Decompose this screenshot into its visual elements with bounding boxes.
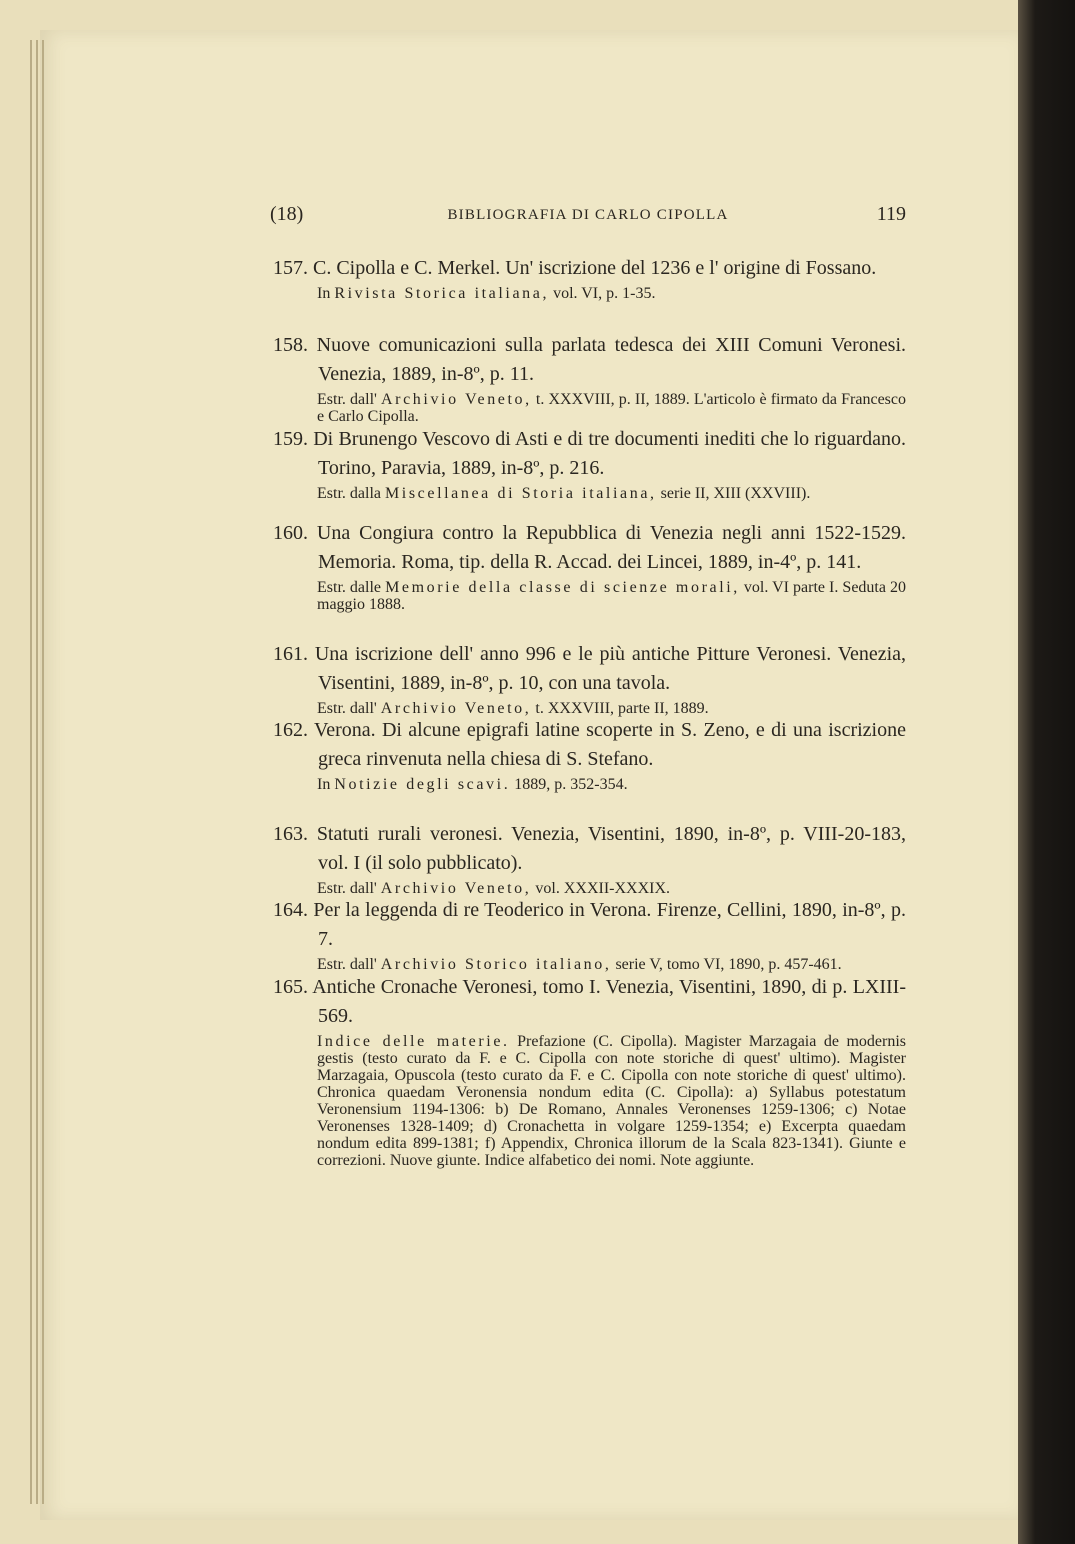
note-details: t. XXXVIII, p. II, 1889. L'articolo è firmato da Francesco e Carlo Cipolla. <box>317 391 906 425</box>
bibliography-entry <box>273 640 906 717</box>
entry-note <box>273 776 906 793</box>
bibliography-entry <box>273 425 906 502</box>
note-source: Archivio Veneto, <box>380 880 532 897</box>
bibliography-entry <box>273 519 906 613</box>
entry-title: Nuove comunicazioni sulla parlata tedesca dei XIII Comuni Veronesi. Venezia, 1889, in-8º, p. 11. <box>316 334 907 385</box>
scan-border <box>1018 0 1075 1544</box>
note-prefix: Estr. dall' <box>317 880 381 897</box>
entry-note <box>273 285 906 302</box>
entry-text <box>273 254 906 283</box>
entry-note <box>273 579 906 613</box>
page-edge <box>42 40 44 1504</box>
entry-number: 158. <box>273 334 308 356</box>
page-edge <box>36 40 38 1504</box>
note-details: vol. VI parte I. Seduta 20 maggio 1888. <box>317 579 907 613</box>
page-edge <box>30 40 32 1504</box>
note-prefix: Estr. dalle <box>317 579 386 596</box>
entry-text <box>273 973 906 1031</box>
entry-text <box>273 331 906 389</box>
entry-title: Una Congiura contro la Repubblica di Venezia negli anni 1522-1529. Memoria. Roma, tip. della R. Accad. dei Lincei, 1889, in-4º, p. 141. <box>316 522 906 573</box>
running-header <box>270 203 906 229</box>
entry-number: 157. <box>273 257 308 279</box>
entry-number: 163. <box>273 823 308 845</box>
note-source: Indice delle materie. <box>317 1033 510 1050</box>
note-source: Miscellanea di Storia italiana, <box>384 485 657 502</box>
note-prefix: Estr. dalla <box>317 485 385 502</box>
bibliography-entry <box>273 820 906 897</box>
page-number: 119 <box>876 203 906 225</box>
note-source: Archivio Veneto, <box>381 391 532 408</box>
note-details: vol. XXXII-XXXIX. <box>531 880 671 897</box>
note-details: 1889, p. 352-354. <box>510 776 628 793</box>
entry-note <box>273 1033 906 1169</box>
entry-number: 165. <box>273 976 308 998</box>
entry-note <box>273 391 906 425</box>
note-details: vol. VI, p. 1-35. <box>549 285 656 302</box>
note-source: Memorie della classe di scienze morali, <box>385 579 740 596</box>
entry-title: Statuti rurali veronesi. Venezia, Visentini, 1890, in-8º, p. VIII-20-183, vol. I (il solo pubblicato). <box>316 823 907 874</box>
bibliography-entry <box>273 973 906 1169</box>
entry-note <box>273 956 906 973</box>
entry-number: 162. <box>273 719 308 741</box>
entry-title: C. Cipolla e C. Merkel. Un' iscrizione del 1236 e l' origine di Fossano. <box>313 257 877 279</box>
note-source: Rivista Storica italiana, <box>334 285 550 302</box>
entry-text <box>273 519 906 577</box>
note-prefix: Estr. dall' <box>317 700 381 717</box>
note-prefix: In <box>317 285 335 302</box>
note-source: Archivio Veneto, <box>380 700 532 717</box>
entry-number: 161. <box>273 643 308 665</box>
entry-text <box>273 820 906 878</box>
entry-title: Di Brunengo Vescovo di Asti e di tre documenti inediti che lo riguardano. Torino, Paravia, 1889, in-8º, p. 216. <box>313 428 906 479</box>
note-prefix: In <box>317 776 335 793</box>
note-details: serie V, tomo VI, 1890, p. 457-461. <box>611 956 842 973</box>
entry-title: Una iscrizione dell' anno 996 e le più antiche Pitture Veronesi. Venezia, Visentini, 1889, in-8º, p. 10, con una tavola. <box>314 643 907 694</box>
entry-text <box>273 896 906 954</box>
entry-number: 164. <box>273 899 308 921</box>
entry-note <box>273 485 906 502</box>
note-prefix: Estr. dall' <box>317 956 381 973</box>
note-details: t. XXXVIII, parte II, 1889. <box>531 700 709 717</box>
section-number: (18) <box>270 203 304 225</box>
entry-number: 160. <box>273 522 308 544</box>
entry-note <box>273 880 906 897</box>
entry-text <box>273 716 906 774</box>
entry-title: Verona. Di alcune epigrafi latine scoperte in S. Zeno, e di una iscrizione greca rinvenuta nella chiesa di S. Stefano. <box>313 719 906 770</box>
entry-number: 159. <box>273 428 308 450</box>
bibliography-entry <box>273 254 906 302</box>
entry-text <box>273 640 906 698</box>
running-title: BIBLIOGRAFIA DI CARLO CIPOLLA <box>447 207 729 223</box>
note-details: Prefazione (C. Cipolla). Magister Marzagaia de modernis gestis (testo curato da F. e C. Cipolla con note storiche di quest' ultimo). Magister Marzagaia, Opuscola (testo curato da F. e C. Cipolla con note storiche di quest' ultimo). Chronica quaedam Veronensia nondum edita (C. Cipolla): a) Syllabus potestatum Veronensium 1194-1306: b) De Romano, Annales Veronenses 1259-1306; c) Notae Veronenses 1328-1409; d) Cronachetta in volgare 1259-1354; e) Excerpta quaedam nondum edita 899-1381; f) Appendix, Chronica illorum de la Scala 823-1341). Giunte e correzioni. Nuove giunte. Indice alfabetico dei nomi. Note aggiunte. <box>317 1033 907 1169</box>
note-details: serie II, XIII (XXVIII). <box>656 485 811 502</box>
note-source: Archivio Storico italiano, <box>380 956 612 973</box>
entry-note <box>273 700 906 717</box>
entry-title: Antiche Cronache Veronesi, tomo I. Venezia, Visentini, 1890, di p. LXIII-569. <box>312 976 907 1027</box>
note-prefix: Estr. dall' <box>317 391 382 408</box>
bibliography-entry <box>273 716 906 793</box>
note-source: Notizie degli scavi. <box>334 776 511 793</box>
bibliography-entry <box>273 331 906 425</box>
entry-text <box>273 425 906 483</box>
entry-title: Per la leggenda di re Teoderico in Verona. Firenze, Cellini, 1890, in-8º, p. 7. <box>313 899 906 950</box>
bibliography-entry <box>273 896 906 973</box>
